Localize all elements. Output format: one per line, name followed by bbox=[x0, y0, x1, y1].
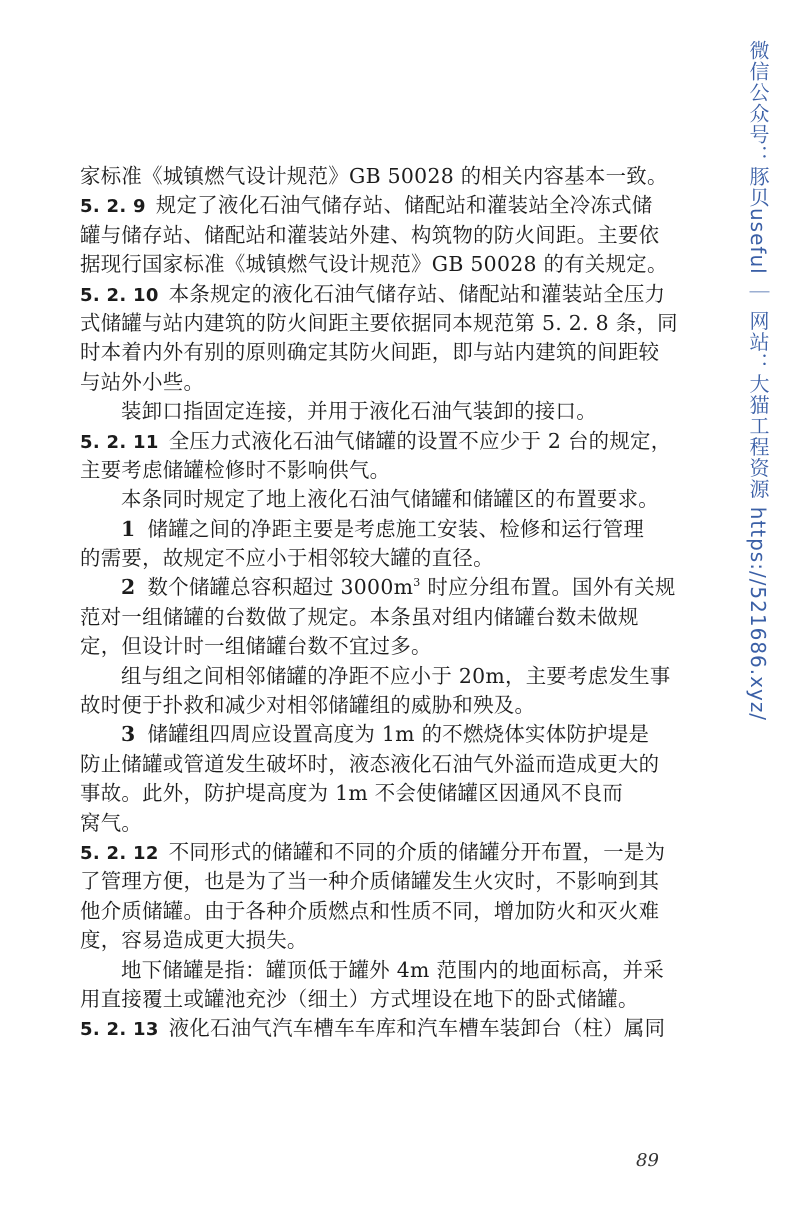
line-text: 储罐组四周应设置高度为 1m 的不燃烧体实体防护堤是 bbox=[147, 722, 650, 747]
text-line bbox=[80, 750, 692, 779]
line-text: 数个储罐总容积超过 3000m bbox=[147, 575, 414, 600]
text-line bbox=[80, 544, 692, 573]
line-text: 与站外小些。 bbox=[80, 369, 205, 394]
document-body bbox=[80, 162, 692, 1044]
line-text: 他介质储罐。由于各种介质燃点和性质不同，增加防火和灭火难 bbox=[80, 898, 660, 923]
text-line bbox=[80, 485, 692, 514]
line-text: 式储罐与站内建筑的防火间距主要依据同本规范第 5. 2. 8 条，同 bbox=[80, 310, 678, 335]
line-text: 窝气。 bbox=[80, 810, 143, 835]
clause-number: 5. 2. 10 bbox=[80, 284, 159, 306]
text-line bbox=[80, 985, 692, 1014]
text-line bbox=[80, 632, 692, 661]
line-text: 罐与储存站、储配站和灌装站外建、构筑物的防火间距。主要依 bbox=[80, 222, 660, 247]
text-line bbox=[80, 397, 692, 426]
line-text: 故时便于扑救和减少对相邻储罐组的威胁和殃及。 bbox=[80, 693, 536, 718]
line-text: 了管理方便，也是为了当一种介质储罐发生火灾时，不影响到其 bbox=[80, 869, 660, 894]
clause-number: 5. 2. 13 bbox=[80, 1019, 159, 1041]
text-line bbox=[80, 250, 692, 279]
text-line bbox=[80, 309, 692, 338]
text-line bbox=[80, 867, 692, 896]
text-line bbox=[80, 809, 692, 838]
line-text: 液化石油气汽车槽车车库和汽车槽车装卸台（柱）属同 bbox=[168, 1016, 666, 1041]
line-text: 的需要，故规定不应小于相邻较大罐的直径。 bbox=[80, 546, 494, 571]
item-number: 1 bbox=[121, 516, 136, 541]
text-line bbox=[80, 221, 692, 250]
text-line bbox=[80, 456, 692, 485]
item-number: 3 bbox=[121, 722, 136, 747]
line-text-continued: 时应分组布置。国外有关规 bbox=[420, 575, 676, 600]
text-line bbox=[80, 662, 692, 691]
line-text: 度，容易造成更大损失。 bbox=[80, 928, 308, 953]
line-text: 事故。此外，防护堤高度为 1m 不会使储罐区因通风不良而 bbox=[80, 781, 624, 806]
line-text: 组与组之间相邻储罐的净距不应小于 20m，主要考虑发生事 bbox=[121, 663, 671, 688]
text-line bbox=[80, 691, 692, 720]
text-line bbox=[80, 280, 692, 309]
text-line bbox=[80, 368, 692, 397]
line-text: 装卸口指固定连接，并用于液化石油气装卸的接口。 bbox=[121, 399, 597, 424]
text-line bbox=[80, 515, 692, 544]
text-line bbox=[80, 338, 692, 367]
text-line bbox=[80, 603, 692, 632]
text-line bbox=[80, 838, 692, 867]
line-text: 本条同时规定了地上液化石油气储罐和储罐区的布置要求。 bbox=[121, 487, 659, 512]
text-line bbox=[80, 926, 692, 955]
text-line bbox=[80, 191, 692, 220]
line-text: 范对一组储罐的台数做了规定。本条虽对组内储罐台数未做规 bbox=[80, 604, 639, 629]
text-line bbox=[80, 427, 692, 456]
clause-number: 5. 2. 12 bbox=[80, 842, 159, 864]
line-text: 定，但设计时一组储罐台数不宜过多。 bbox=[80, 634, 432, 659]
item-number: 2 bbox=[121, 575, 136, 600]
superscript: 3 bbox=[413, 576, 421, 590]
line-text: 规定了液化石油气储存站、储配站和灌装站全冷冻式储 bbox=[155, 193, 653, 218]
text-line bbox=[80, 162, 692, 191]
line-text: 储罐之间的净距主要是考虑施工安装、检修和运行管理 bbox=[147, 516, 645, 541]
clause-number: 5. 2. 9 bbox=[80, 196, 146, 218]
line-text: 据现行国家标准《城镇燃气设计规范》GB 50028 的有关规定。 bbox=[80, 252, 668, 277]
text-line bbox=[80, 779, 692, 808]
line-text: 地下储罐是指：罐顶低于罐外 4m 范围内的地面标高，并采 bbox=[121, 957, 665, 982]
text-line bbox=[80, 720, 692, 749]
line-text: 全压力式液化石油气储罐的设置不应少于 2 台的规定， bbox=[168, 428, 672, 453]
watermark-text: 微信公众号：豚贝useful ｜ 网站：大猫工程资源 https://521686.xyz/ bbox=[746, 40, 770, 722]
clause-number: 5. 2. 11 bbox=[80, 431, 159, 453]
line-text: 家标准《城镇燃气设计规范》GB 50028 的相关内容基本一致。 bbox=[80, 164, 668, 188]
text-line bbox=[80, 956, 692, 985]
line-text: 不同形式的储罐和不同的介质的储罐分开布置，一是为 bbox=[168, 839, 666, 864]
line-text: 时本着内外有别的原则确定其防火间距，即与站内建筑的间距较 bbox=[80, 340, 660, 365]
text-line bbox=[80, 1014, 692, 1043]
page-number: 89 bbox=[636, 1150, 659, 1171]
line-text: 用直接覆土或罐池充沙（细土）方式埋设在地下的卧式储罐。 bbox=[80, 986, 639, 1011]
line-text: 防止储罐或管道发生破坏时，液态液化石油气外溢而造成更大的 bbox=[80, 751, 660, 776]
line-text: 主要考虑储罐检修时不影响供气。 bbox=[80, 457, 391, 482]
line-text: 本条规定的液化石油气储存站、储配站和灌装站全压力 bbox=[168, 281, 666, 306]
text-line bbox=[80, 897, 692, 926]
text-line bbox=[80, 573, 692, 602]
